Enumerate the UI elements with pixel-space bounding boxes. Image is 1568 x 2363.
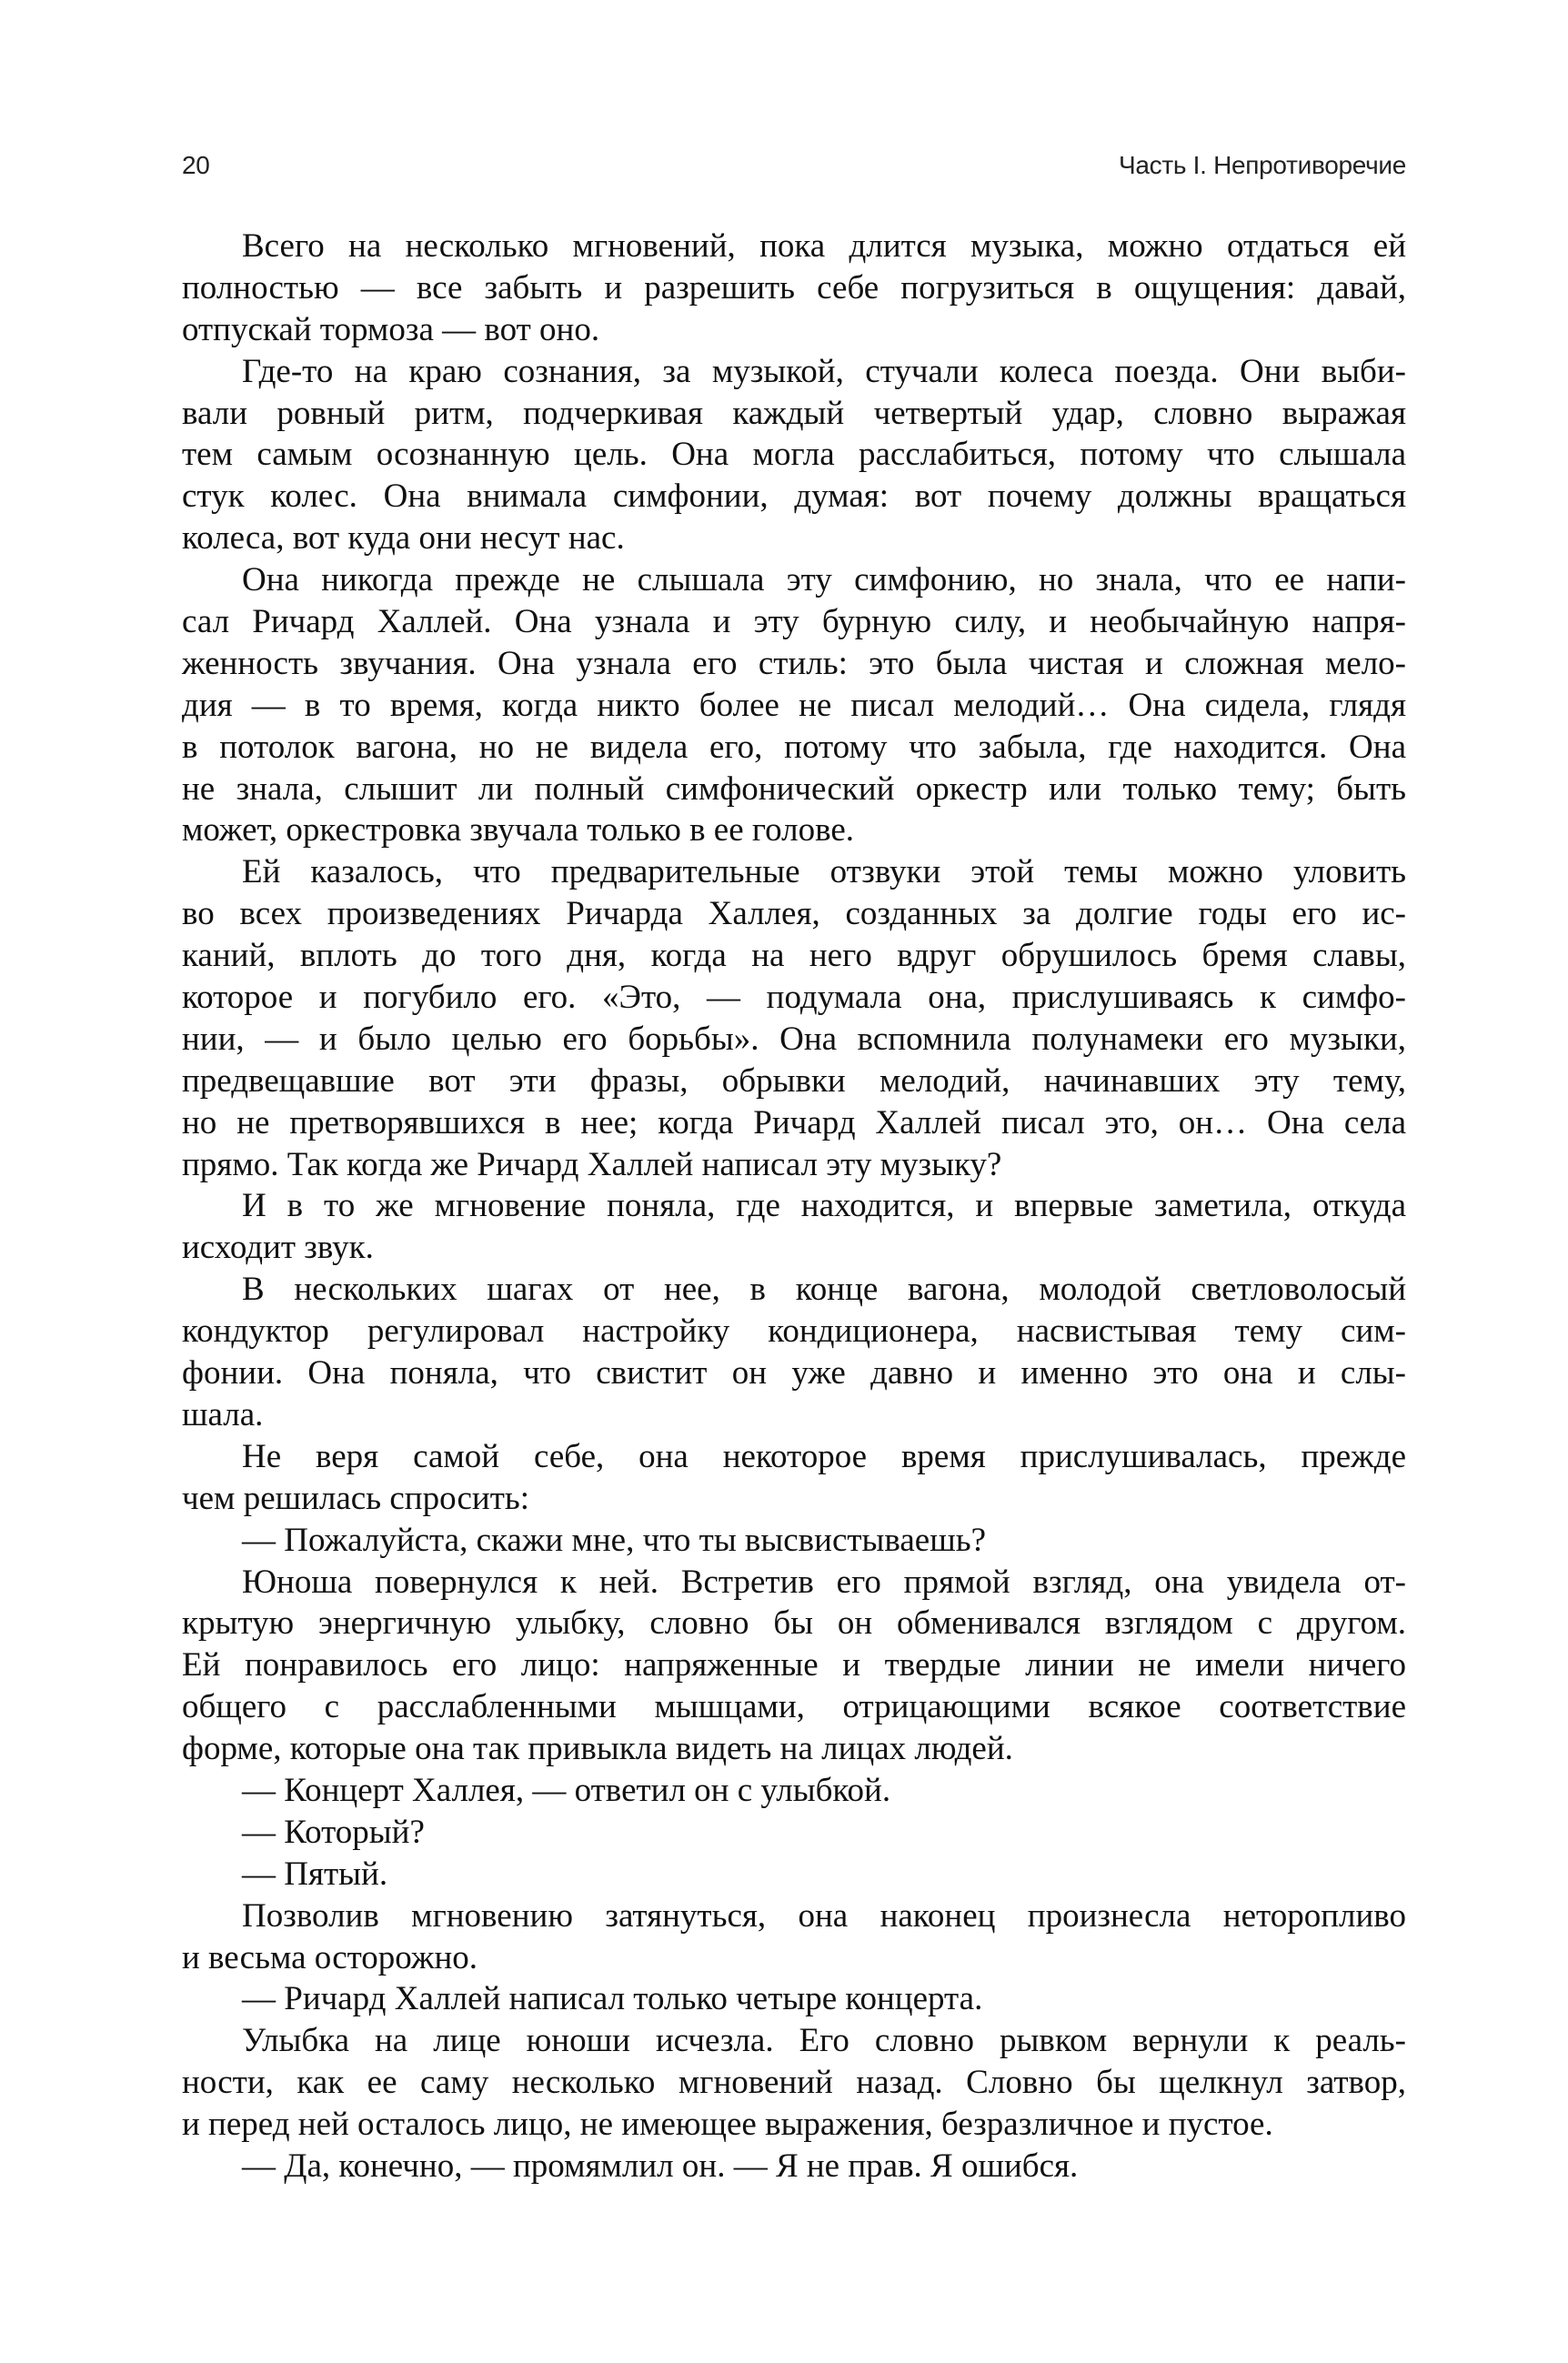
text-line: И в то же мгновение поняла, где находится, и впервые заметила, откуда xyxy=(242,1187,1406,1225)
text-line: Улыбка на лице юноши исчезла. Его словно рывком вернули к реаль- xyxy=(242,2022,1406,2060)
text-line: — Да, конечно, — промямлил он. — Я не прав. Я ошибся. xyxy=(242,2147,1079,2185)
paragraph xyxy=(182,851,1406,1185)
text-line: отпускай тормоза — вот оно. xyxy=(182,310,600,348)
text-line: может, оркестровка звучала только в ее голове. xyxy=(182,811,855,850)
text-line: чем решилась спросить: xyxy=(182,1479,530,1517)
text-line: кондуктор регулировал настройку кондиционера, насвистывая тему сим- xyxy=(182,1312,1406,1351)
text-line: Всего на несколько мгновений, пока длится музыка, можно отдаться ей xyxy=(242,227,1406,265)
text-line: во всех произведениях Ричарда Халлея, созданных за долгие годы его ис- xyxy=(182,895,1406,933)
paragraph xyxy=(182,559,1406,851)
text-line: колеса, вот куда они несут нас. xyxy=(182,519,625,558)
text-line: полностью — все забыть и разрешить себе погрузиться в ощущения: давай, xyxy=(182,268,1406,307)
text-line: женность звучания. Она узнала его стиль: это была чистая и сложная мело- xyxy=(182,644,1406,682)
paragraph xyxy=(182,1562,1406,1770)
text-line: каний, вплоть до того дня, когда на него вдруг обрушилось бремя славы, xyxy=(182,937,1406,975)
text-line: Ей понравилось его лицо: напряженные и твердые линии не имели ничего xyxy=(182,1646,1406,1684)
text-line: дия — в то время, когда никто более не писал мелодий… Она сидела, глядя xyxy=(182,686,1406,724)
text-line: нии, — и было целью его борьбы». Она вспомнила полунамеки его музыки, xyxy=(182,1020,1406,1058)
text-line: — Концерт Халлея, — ответил он с улыбкой. xyxy=(242,1771,891,1809)
text-line: — Который? xyxy=(242,1813,425,1851)
text-line: вали ровный ритм, подчеркивая каждый четвертый удар, словно выражая xyxy=(182,394,1406,432)
text-line: фонии. Она поняла, что свистит он уже давно и именно это она и слы- xyxy=(182,1354,1406,1393)
text-line: крытую энергичную улыбку, словно бы он обменивался взглядом с другом. xyxy=(182,1604,1406,1643)
text-line: ности, как ее саму несколько мгновений назад. Словно бы щелкнул затвор, xyxy=(182,2064,1406,2102)
text-line: — Пятый. xyxy=(242,1855,388,1893)
text-line: Юноша повернулся к ней. Встретив его прямой взгляд, она увидела от- xyxy=(242,1563,1406,1601)
paragraph xyxy=(182,1770,1406,1812)
paragraph xyxy=(182,1895,1406,1979)
text-line: сал Ричард Халлей. Она узнала и эту бурную силу, и необычайную напря- xyxy=(182,603,1406,641)
paragraph xyxy=(182,1269,1406,1436)
running-title: Часть I. Непротиворечие xyxy=(1119,151,1406,179)
text-line: в потолок вагона, но не видела его, потому что забыла, где находится. Она xyxy=(182,728,1406,766)
page-number: 20 xyxy=(182,151,210,179)
text-line: и весьма осторожно. xyxy=(182,1938,477,1976)
text-line: Не веря самой себе, она некоторое время прислушивалась, прежде xyxy=(242,1437,1406,1475)
text-line: и перед ней осталось лицо, не имеющее выражения, безразличное и пустое. xyxy=(182,2106,1273,2144)
text-line: — Ричард Халлей написал только четыре концерта. xyxy=(242,1980,983,2018)
text-line: прямо. Так когда же Ричард Халлей написал эту музыку? xyxy=(182,1145,1002,1183)
paragraph xyxy=(182,1520,1406,1562)
text-line: — Пожалуйста, скажи мне, что ты высвистываешь? xyxy=(242,1521,987,1559)
paragraph xyxy=(182,2146,1406,2187)
paragraph xyxy=(182,2020,1406,2146)
paragraph xyxy=(182,1436,1406,1520)
text-line: шала. xyxy=(182,1395,264,1433)
text-line: общего с расслабленными мышцами, отрицающими всякое соответствие xyxy=(182,1688,1406,1726)
text-line: В нескольких шагах от нее, в конце вагона, молодой светловолосый xyxy=(242,1271,1406,1309)
text-line: Позволив мгновению затянуться, она наконец произнесла неторопливо xyxy=(242,1896,1406,1935)
text-line: Где-то на краю сознания, за музыкой, стучали колеса поезда. Они выби- xyxy=(242,352,1406,390)
text-line: стук колес. Она внимала симфонии, думая: вот почему должны вращаться xyxy=(182,478,1406,516)
running-header xyxy=(182,151,1406,187)
paragraph xyxy=(182,351,1406,559)
text-line: но не претворявшихся в нее; когда Ричард Халлей писал это, он… Она села xyxy=(182,1103,1406,1141)
paragraph xyxy=(182,1978,1406,2020)
text-line: предвещавшие вот эти фразы, обрывки мелодий, начинавших эту тему, xyxy=(182,1061,1406,1100)
body-text xyxy=(182,226,1406,2187)
paragraph xyxy=(182,1812,1406,1854)
text-line: тем самым осознанную цель. Она могла расслабиться, потому что слышала xyxy=(182,436,1406,474)
text-line: Она никогда прежде не слышала эту симфонию, но знала, что ее напи- xyxy=(242,561,1406,599)
text-line: которое и погубило его. «Это, — подумала она, прислушиваясь к симфо- xyxy=(182,979,1406,1017)
text-line: исходит звук. xyxy=(182,1229,374,1267)
paragraph xyxy=(182,1854,1406,1895)
text-line: Ей казалось, что предварительные отзвуки этой темы можно уловить xyxy=(242,853,1406,891)
text-line: не знала, слышит ли полный симфонический оркестр или только тему; быть xyxy=(182,769,1406,808)
text-line: форме, которые она так привыкла видеть на лицах людей. xyxy=(182,1730,1013,1768)
paragraph xyxy=(182,226,1406,351)
paragraph xyxy=(182,1185,1406,1269)
